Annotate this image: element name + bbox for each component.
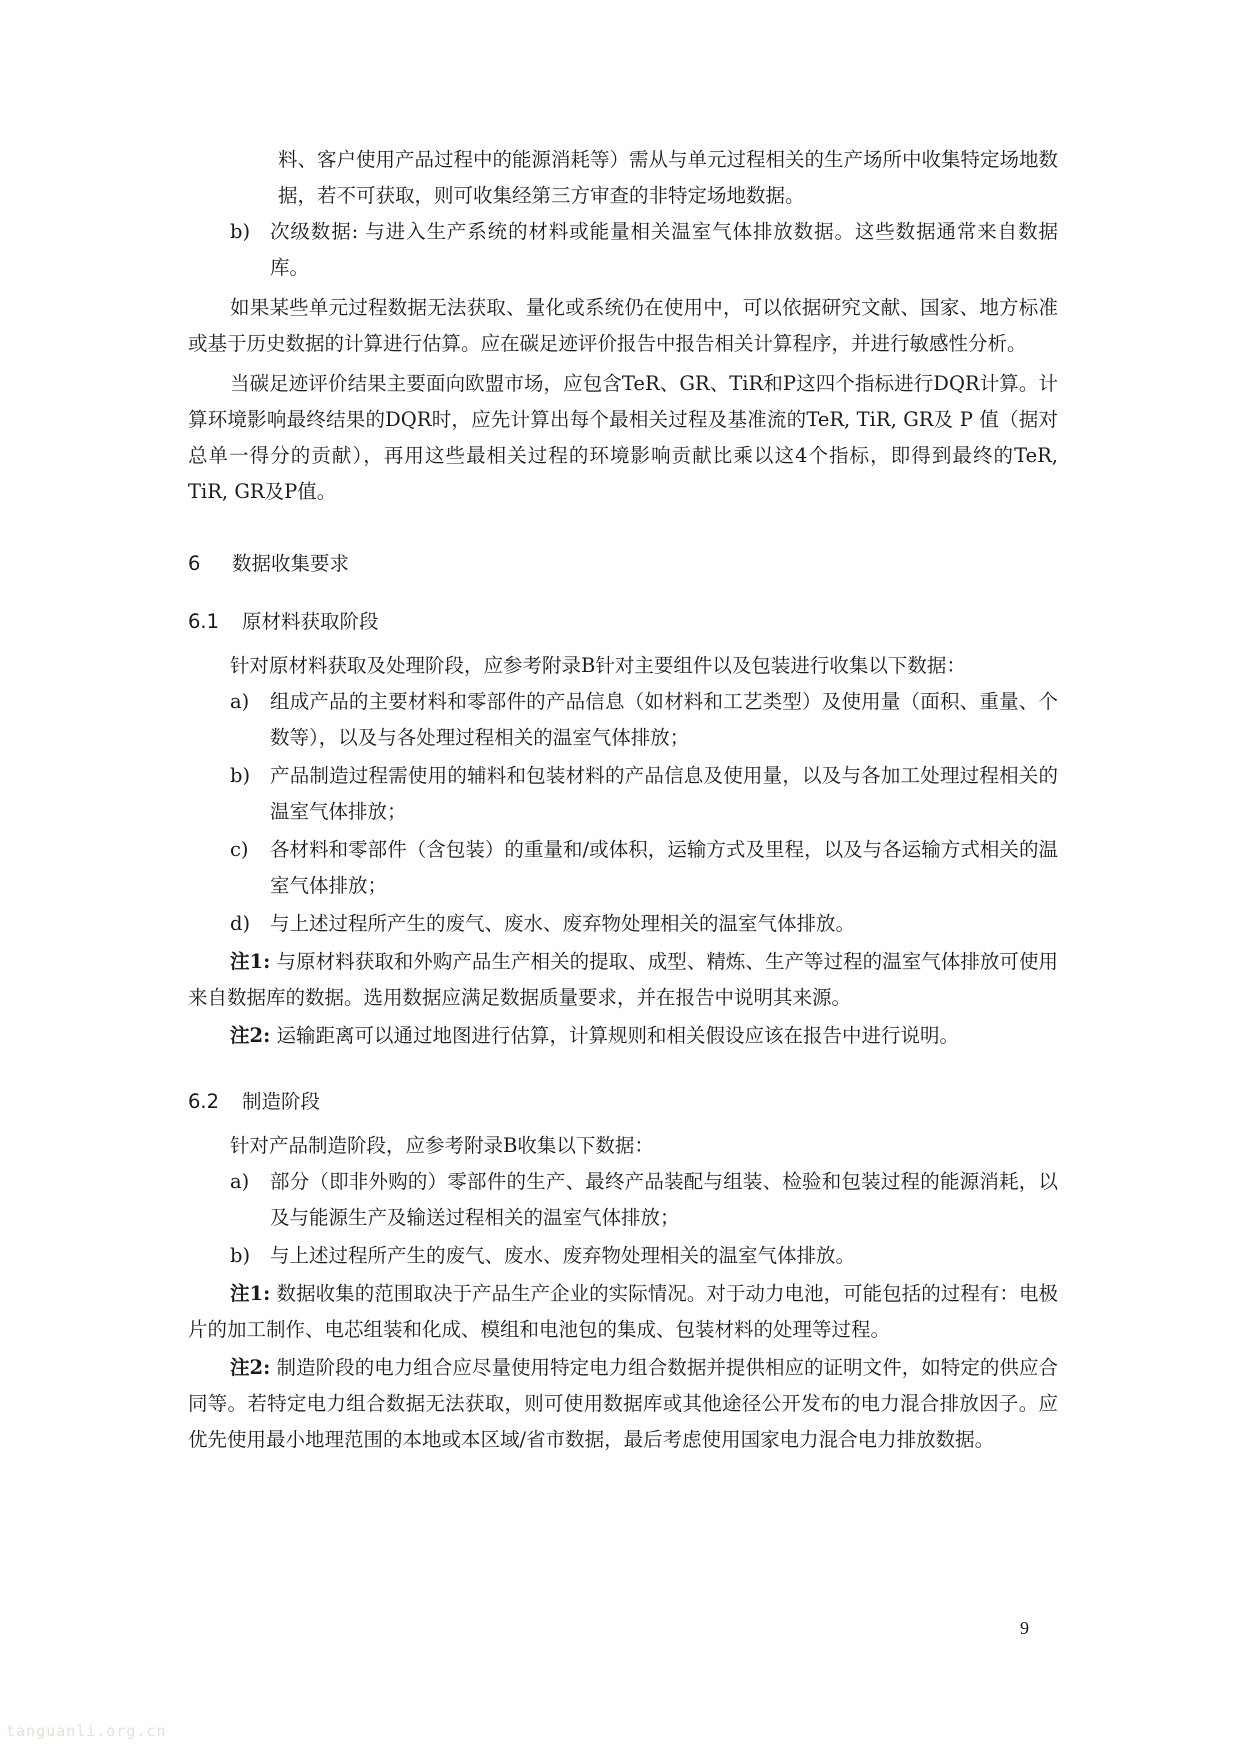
section-6-heading xyxy=(188,546,1058,582)
note-label: 注2: xyxy=(230,1024,271,1047)
list-item xyxy=(188,1238,1058,1274)
list-label: b) xyxy=(230,220,251,243)
note-2 xyxy=(188,1350,1058,1458)
section-title: 制造阶段 xyxy=(242,1090,321,1113)
paragraph-estimation: 如果某些单元过程数据无法获取、量化或系统仍在使用中，可以依据研究文献、国家、地方标准或基于历史数据的计算进行估算。应在碳足迹评价报告中报告相关计算程序，并进行敏感性分析。 xyxy=(188,296,1058,355)
list-item-secondary-data xyxy=(188,214,1058,286)
page-number: 9 xyxy=(1020,1618,1029,1638)
note-1 xyxy=(188,944,1058,1016)
section-number: 6.1 xyxy=(188,610,220,633)
list-item xyxy=(188,758,1058,830)
section-6-2-heading xyxy=(188,1084,1058,1120)
note-text: 与原材料获取和外购产品生产相关的提取、成型、精炼、生产等过程的温室气体排放可使用来自数据库的数据。选用数据应满足数据质量要求，并在报告中说明其来源。 xyxy=(188,950,1058,1009)
list-label: c) xyxy=(230,838,249,861)
section-6-1-heading xyxy=(188,604,1058,640)
list-text: 各材料和零部件（含包装）的重量和/或体积，运输方式及里程，以及与各运输方式相关的温室气体排放； xyxy=(270,838,1058,897)
list-text: 次级数据: 与进入生产系统的材料或能量相关温室气体排放数据。这些数据通常来自数据库。 xyxy=(270,220,1058,279)
note-text: 数据收集的范围取决于产品生产企业的实际情况。对于动力电池，可能包括的过程有：电极片的加工制作、电芯组装和化成、模组和电池包的集成、包装材料的处理等过程。 xyxy=(188,1282,1058,1341)
list-label: a) xyxy=(230,1170,250,1193)
note-label: 注1: xyxy=(230,950,271,973)
list-item xyxy=(188,906,1058,942)
list-text: 组成产品的主要材料和零部件的产品信息（如材料和工艺类型）及使用量（面积、重量、个数等），以及与各处理过程相关的温室气体排放； xyxy=(270,690,1058,749)
section-number: 6.2 xyxy=(188,1090,220,1113)
section-6-1-lead: 针对原材料获取及处理阶段，应参考附录B针对主要组件以及包装进行收集以下数据： xyxy=(230,654,966,677)
list-text: 与上述过程所产生的废气、废水、废弃物处理相关的温室气体排放。 xyxy=(270,1244,856,1267)
list-item xyxy=(188,1164,1058,1236)
section-6-2-lead: 针对产品制造阶段，应参考附录B收集以下数据： xyxy=(230,1134,654,1157)
list-label: a) xyxy=(230,690,250,713)
paragraph-dqr: 当碳足迹评价结果主要面向欧盟市场，应包含TeR、GR、TiR和P这四个指标进行DQR计算。计算环境影响最终结果的DQR时，应先计算出每个最相关过程及基准流的TeR, TiR, GR及 P 值（据对总单一得分的贡献），再用这些最相关过程的环境影响贡献比乘以这4个指标，即得到最终的TeR, TiR, GR及P值。 xyxy=(188,372,1058,503)
section-number: 6 xyxy=(188,552,201,575)
note-text: 制造阶段的电力组合应尽量使用特定电力组合数据并提供相应的证明文件，如特定的供应合同等。若特定电力组合数据无法获取，则可使用数据库或其他途径公开发布的电力混合排放因子。应优先使用最小地理范围的本地或本区域/省市数据，最后考虑使用国家电力混合电力排放数据。 xyxy=(188,1356,1058,1451)
note-text: 运输距离可以通过地图进行估算，计算规则和相关假设应该在报告中进行说明。 xyxy=(270,1024,959,1047)
list-text: 与上述过程所产生的废气、废水、废弃物处理相关的温室气体排放。 xyxy=(270,912,856,935)
note-1 xyxy=(188,1276,1058,1348)
page-content xyxy=(188,142,1058,1458)
note-2 xyxy=(188,1018,1058,1054)
list-item xyxy=(188,684,1058,756)
list-label: d) xyxy=(230,912,251,935)
list-text: 部分（即非外购的）零部件的生产、最终产品装配与组装、检验和包装过程的能源消耗，以及与能源生产及输送过程相关的温室气体排放； xyxy=(270,1170,1058,1229)
list-label: b) xyxy=(230,1244,251,1267)
list-text: 产品制造过程需使用的辅料和包装材料的产品信息及使用量，以及与各加工处理过程相关的温室气体排放； xyxy=(270,764,1058,823)
section-title: 数据收集要求 xyxy=(232,552,350,575)
watermark-text: tanguanli.org.cn xyxy=(6,1722,167,1740)
note-label: 注2: xyxy=(230,1356,271,1379)
continued-paragraph: 料、客户使用产品过程中的能源消耗等）需从与单元过程相关的生产场所中收集特定场地数据，若不可获取，则可收集经第三方审查的非特定场地数据。 xyxy=(278,148,1059,207)
list-item xyxy=(188,832,1058,904)
note-label: 注1: xyxy=(230,1282,271,1305)
list-label: b) xyxy=(230,764,251,787)
section-title: 原材料获取阶段 xyxy=(242,610,379,633)
